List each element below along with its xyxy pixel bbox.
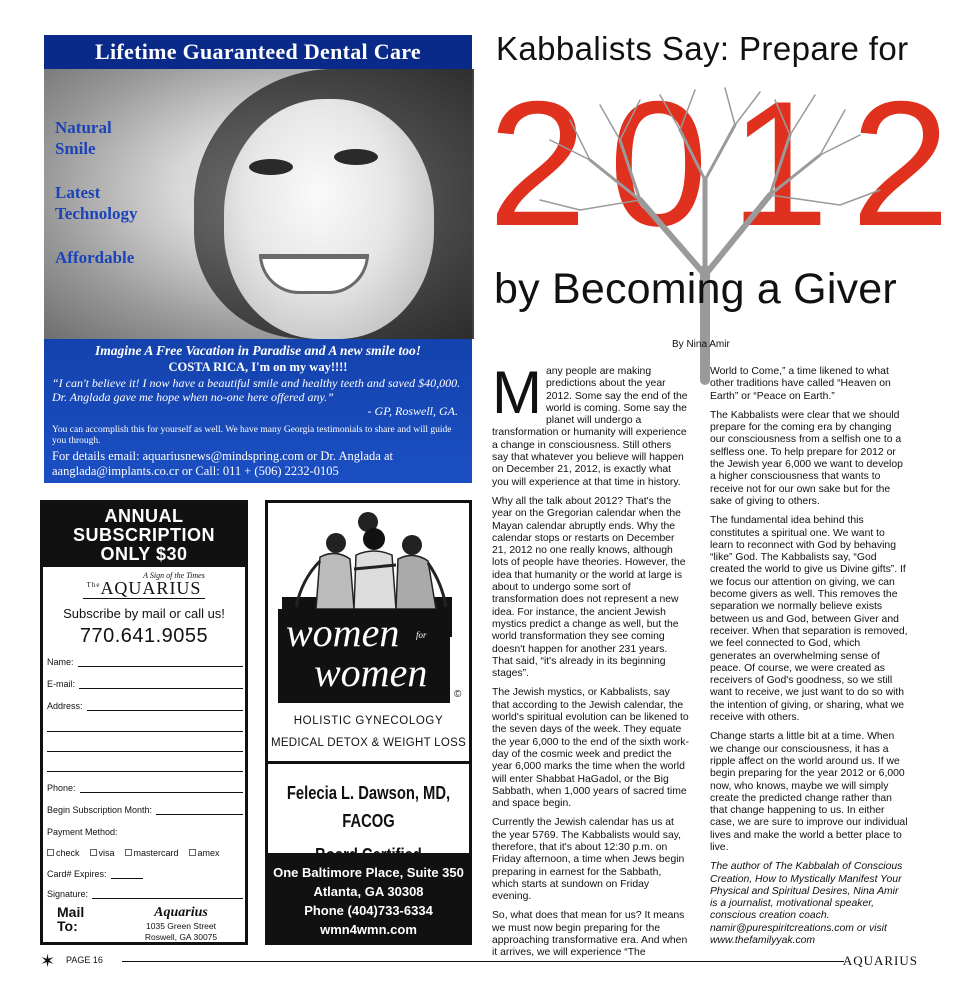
smiling-woman-photo (44, 69, 472, 339)
drop-cap: M (492, 359, 542, 426)
article-title-top: Kabbalists Say: Prepare for (496, 30, 909, 67)
aquarius-logo: A Sign of the Times $^{The}$AQUARIUS (43, 571, 245, 599)
page-footer (40, 952, 920, 972)
dental-ad-headline: COSTA RICA, I'm on my way!!!! (168, 360, 348, 374)
paragraph: World to Come,” a time likened to what other traditions have called “Heaven on Earth” or “Peace on Earth.” (710, 366, 891, 402)
address-line-2[interactable] (47, 731, 243, 732)
paragraph: Many people are making predictions about the year 2012. Some say the end of the world is coming. Some say the planet will undergo a transformation or humanity will experience a change in consciousness. Still others say that whatever you believe will happen on December 21, 2012, is exactly what you will experience at that time in history. (492, 359, 688, 488)
holistic-gynecology: HOLISTIC GYNECOLOGY (293, 715, 444, 727)
divider (268, 761, 469, 764)
article-column-1 (492, 359, 690, 959)
page-number: PAGE 16 (66, 955, 103, 965)
women-for-women-logo: women for women (278, 609, 450, 703)
paragraph: Change starts a little bit at a time. When we change our consciousness, it has a ripple affect on the world around us. If we begin preparing for the year 2012 or 6,000 now, who knows, maybe we will simply create the predicted change rather than that change happening to us. In either case, we are sure to improve our individual lives and make the world a better place to live. (710, 731, 908, 853)
footer-brand: AQUARIUS (842, 953, 918, 968)
bare-tree-illustration (500, 80, 920, 380)
address-line-4[interactable] (47, 771, 243, 772)
begin-month-field[interactable]: Begin Subscription Month: (47, 805, 243, 815)
address-field[interactable]: Address: (47, 701, 243, 711)
article-column-2 (710, 366, 908, 956)
dental-care-ad (44, 35, 472, 498)
mailing-address: Aquarius 1035 Green Street Roswell, GA 30075 (144, 905, 218, 942)
feature-latest-technology: Latest Technology (55, 183, 138, 223)
dental-ad-details (44, 339, 472, 498)
card-expires-field[interactable]: Card# Expires: (47, 869, 143, 879)
dental-ad-contact: For details email: aquariusnews@mindspring.com or Dr. Anglada at aanglada@implants.co.cr or Call: 011 + (506) 2232-0105 (52, 449, 393, 478)
email-field[interactable]: E-mail: (47, 679, 243, 689)
check-checkbox[interactable]: check (47, 848, 80, 858)
paragraph: Why all the talk about 2012? That's the year on the Gregorian calendar when the Mayan calendar abruptly ends. Why the calendar stops or restarts on December 21, 2012 no one really knows, although lots of people have theories. However, the idea that humanity or the world at large is about to undergo some sort of transformation does not represent a new idea. For instance, the ancient Jewish mystics predict a change as well, but the world transformation they see coming doesn't happen for another 231 years. That said, “it's already in its beginning stages”. (492, 495, 686, 680)
subscription-form (40, 500, 248, 945)
signature-field[interactable]: Signature: (47, 889, 243, 899)
feature-natural-smile: Natural Smile (55, 118, 112, 158)
feature-affordable: Affordable (55, 248, 135, 267)
visa-checkbox[interactable]: visa (90, 848, 115, 858)
medical-detox: MEDICAL DETOX & WEIGHT LOSS (270, 737, 467, 749)
dental-ad-tagline: Imagine A Free Vacation in Paradise and A new smile too! (94, 343, 422, 358)
payment-method-label: Payment Method: (47, 827, 118, 837)
paragraph: The Jewish mystics, or Kabbalists, say that according to the Jewish calendar, the world's spiritual evolution can be likened to the seven days of the week. They equate the year 6,000 to the end of the sixth work-day of the cosmic week and predict the year 6,000 marks the time when the world will enter Shabbat HaGadol, or the Big Sabbath, when 1,000 years of sacred time and space begin. (492, 687, 689, 810)
article-title-year: 2012 (488, 64, 972, 263)
paragraph: Currently the Jewish calendar has us at the year 5769. The Kabbalists would say, therefore, that it's about 12:30 p.m. on Friday afternoon, a time when Jews begin preparing in earnest for the Sabbath, which starts at sundown on Friday evening. (492, 817, 685, 903)
mail-to-label: Mail To: (57, 904, 85, 934)
dental-ad-url[interactable]: WWW.COSTARICAIMPLANTS.COM (115, 481, 401, 498)
mastercard-checkbox[interactable]: mastercard (125, 848, 179, 858)
paragraph: The fundamental idea behind this constitutes a spiritual one. We want to learn to reconnect with God by behaving “like” God. The Kabbalists say, “God created the world to give us Divine gifts”. If we focus our attention on giving, we can become givers as well. This removes the separation we normally believe exists between us and God, between Giver and receiver. When that separation is removed, we feel connected to God, which generates an overwhelming sense of peace. Of course, we were created as receivers of God's goodness, so we still want to receive, we just want to do so with the intention of giving, or sharing, what we receive with others. (710, 515, 908, 724)
subscribe-phone[interactable]: 770.641.9055 (79, 625, 209, 647)
footer-rule (122, 961, 844, 962)
subscribe-call-text: Subscribe by mail or call us! (63, 606, 225, 621)
paragraph: The Kabbalists were clear that we should prepare for the coming era by changing our consciousness from a selfish one to a selfless one. To help prepare for 2012 or the Jewish year 6,000 we want to develop a higher consciousness that wants to receive not for our own sake but for the sake of giving to others. (710, 409, 903, 507)
article-byline: By Nina Amir (672, 339, 730, 350)
payment-options (47, 848, 220, 858)
name-field[interactable]: Name: (47, 657, 243, 667)
subscription-header: ANNUAL SUBSCRIPTION ONLY $30 (43, 503, 245, 567)
paragraph: So, what does that mean for us? It means we must now begin preparing for the approaching transformative era. And when it arrives, we will experience “The (492, 910, 688, 959)
dental-ad-note: You can accomplish this for yourself as well. We have many Georgia testimonials to share and will guide you through. (52, 425, 452, 446)
women-for-women-ad (265, 500, 472, 945)
amex-checkbox[interactable]: amex (189, 848, 220, 858)
doctor-info: Felecia L. Dawson, MD, FACOG (286, 783, 451, 831)
women-ad-address: One Baltimore Place, Suite 350 Atlanta, GA 30308 Phone (404)733-6334 wmn4wmn.com (268, 853, 469, 942)
dental-ad-title: Lifetime Guaranteed Dental Care (44, 35, 472, 69)
article-title-bottom: by Becoming a Giver (494, 265, 897, 313)
star-icon: ✶ (40, 951, 56, 971)
testimonial: “I can't believe it! I now have a beautiful smile and healthy teeth and saved $40,000. Dr. Anglada gave me hope when no-one here offered any.” (52, 376, 461, 404)
phone-field[interactable]: Phone: (47, 783, 243, 793)
author-bio: The author of The Kabbalah of Conscious Creation, How to Mystically Manifest Your Physical and Spiritual Desires, Nina Amir is a journalist, motivational speaker, conscious creation coach. namir@purespiritcreations.com or visit www.thefamilyyak.com (710, 861, 903, 947)
address-line-3[interactable] (47, 751, 243, 752)
copyright-symbol: © (454, 689, 462, 700)
testimonial-author: - GP, Roswell, GA. (367, 404, 458, 418)
